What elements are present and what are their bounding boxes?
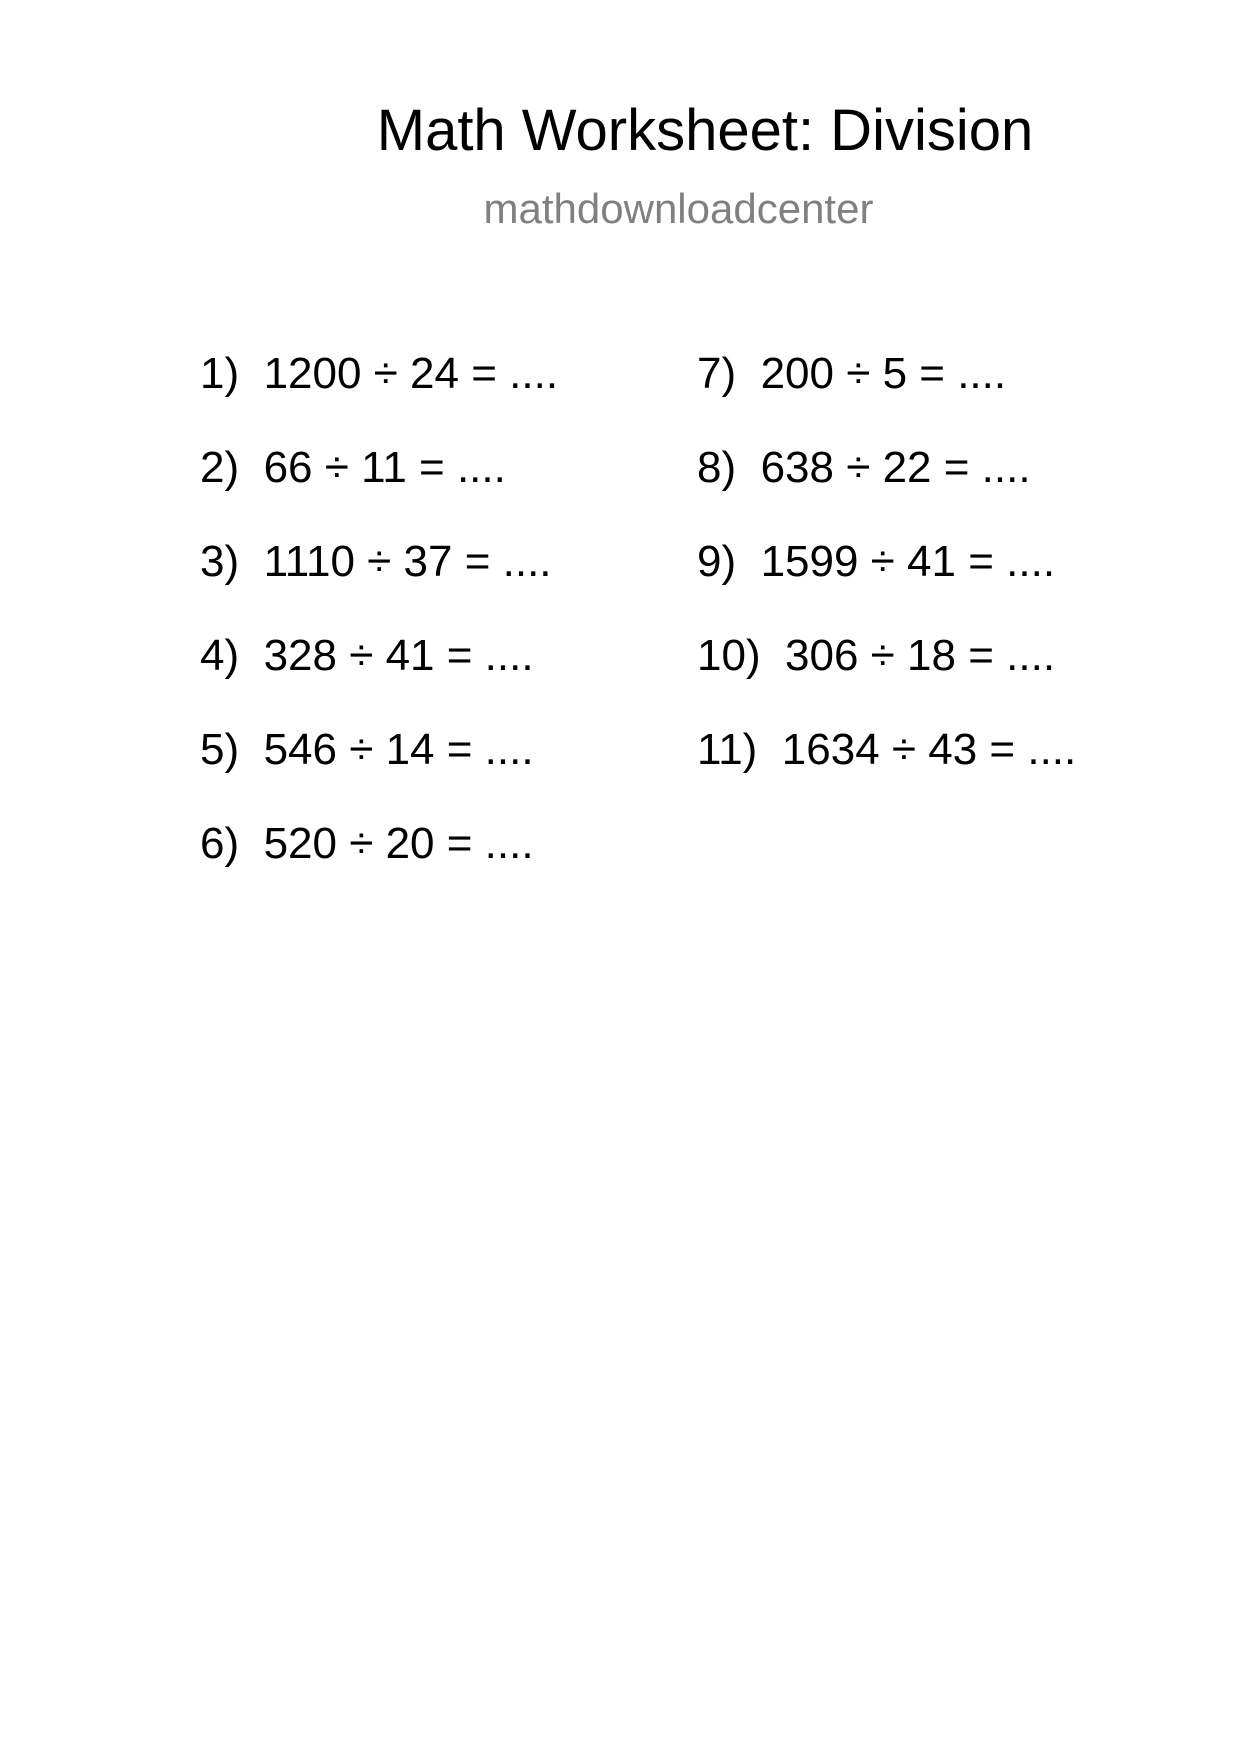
problem-expression: 1599 ÷ 41 = ....: [760, 537, 1056, 586]
problem-item: [200, 630, 558, 724]
problem-expression: 1110 ÷ 37 = ....: [263, 537, 552, 586]
problem-expression: 328 ÷ 41 = ....: [263, 631, 534, 680]
problem-number: 5): [200, 725, 240, 774]
problem-item: [697, 442, 1076, 536]
problem-number: 4): [200, 631, 240, 680]
problem-expression: 546 ÷ 14 = ....: [263, 725, 534, 774]
problem-item: [200, 724, 558, 818]
problem-expression: 66 ÷ 11 = ....: [263, 443, 506, 492]
problem-expression: 1200 ÷ 24 = ....: [263, 349, 559, 398]
problem-number: 6): [200, 819, 240, 868]
problem-expression: 638 ÷ 22 = ....: [760, 443, 1031, 492]
problem-expression: 520 ÷ 20 = ....: [263, 819, 534, 868]
problem-number: 1): [200, 349, 240, 398]
problem-item: [200, 348, 558, 442]
problem-expression: 200 ÷ 5 = ....: [760, 349, 1007, 398]
problem-number: 2): [200, 443, 240, 492]
problem-list-right: [697, 348, 1076, 818]
worksheet-title: Math Worksheet: Division: [376, 98, 1034, 163]
problem-number: 8): [697, 443, 737, 492]
problem-expression: 1634 ÷ 43 = ....: [781, 725, 1077, 774]
problem-item: [200, 818, 558, 912]
problem-item: [697, 724, 1076, 818]
problem-number: 9): [697, 537, 737, 586]
problem-item: [697, 348, 1076, 442]
problem-number: 3): [200, 537, 240, 586]
problem-item: [200, 442, 558, 536]
problem-number: 11): [697, 725, 758, 774]
worksheet-source: mathdownloadcenter: [483, 185, 874, 232]
problem-list-left: [200, 348, 558, 912]
problem-number: 10): [697, 631, 761, 680]
problem-number: 7): [697, 349, 737, 398]
problem-item: [200, 536, 558, 630]
problem-expression: 306 ÷ 18 = ....: [785, 631, 1056, 680]
problem-item: [697, 536, 1076, 630]
problem-item: [697, 630, 1076, 724]
